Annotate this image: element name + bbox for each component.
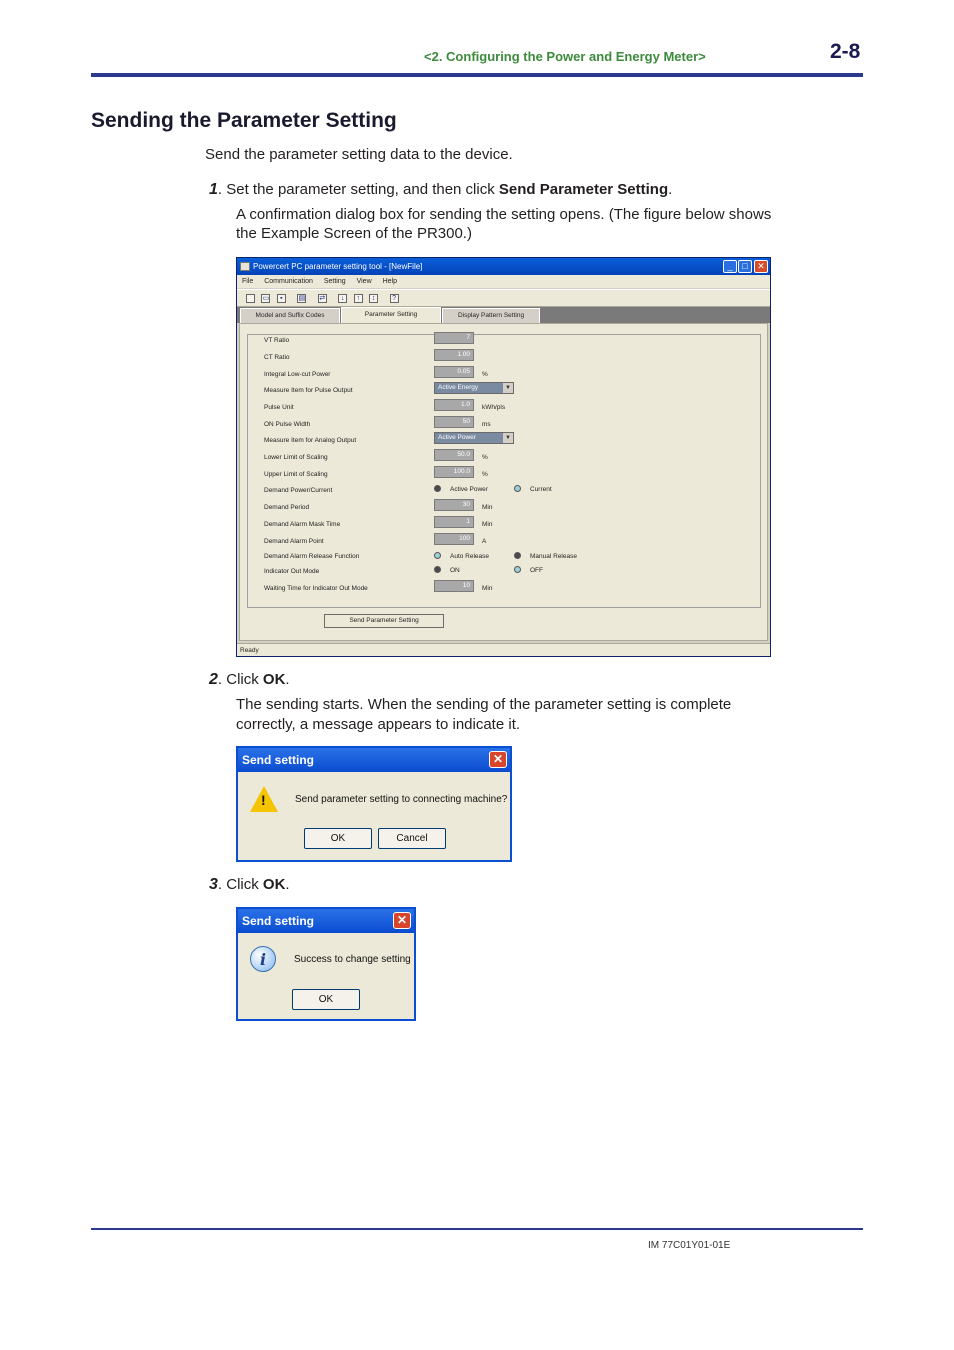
- param-label: Lower Limit of Scaling: [264, 454, 328, 461]
- param-label: Demand Power/Current: [264, 487, 333, 494]
- param-label: Integral Low-cut Power: [264, 371, 331, 378]
- radio-label: ON: [450, 567, 460, 574]
- dialog-title: Send setting: [238, 909, 414, 933]
- unit-label: Min: [482, 585, 493, 592]
- section-heading: Sending the Parameter Setting: [91, 109, 397, 132]
- warning-icon: !: [250, 786, 278, 812]
- unit-label: %: [482, 471, 488, 478]
- menu-view[interactable]: View: [356, 278, 372, 285]
- pulse-item-select[interactable]: Active Energy ▼: [434, 382, 514, 394]
- menu-communication[interactable]: Communication: [264, 278, 313, 285]
- vt-ratio-input[interactable]: 7: [434, 332, 474, 344]
- page-number: 2-8: [830, 40, 861, 63]
- step-number: 1: [209, 181, 218, 198]
- app-titlebar: [237, 258, 770, 275]
- param-label: Demand Alarm Release Function: [264, 553, 360, 560]
- pulse-unit-input[interactable]: 1.0: [434, 399, 474, 411]
- parameter-pane: [239, 323, 768, 641]
- lower-scale-input[interactable]: 50.0: [434, 449, 474, 461]
- unit-label: Min: [482, 504, 493, 511]
- lowcut-input[interactable]: 0.05: [434, 366, 474, 378]
- menu-file[interactable]: File: [242, 278, 254, 285]
- step-2-note-line-2: correctly, a message appears to indicate it.: [236, 716, 521, 733]
- dialog-message: Success to change setting: [294, 954, 411, 965]
- tab-strip: [237, 307, 770, 323]
- maximize-icon[interactable]: □: [738, 260, 752, 273]
- step-number: 2: [209, 671, 218, 688]
- tab-display-pattern[interactable]: Display Pattern Setting: [442, 308, 540, 323]
- analog-item-select[interactable]: Active Power ▼: [434, 432, 514, 444]
- step-1: 1. Set the parameter setting, and then click Send Parameter Setting.: [209, 181, 673, 198]
- step-2: 2. Click OK.: [209, 671, 290, 688]
- radio-label: Current: [530, 486, 552, 493]
- radio-label: Manual Release: [530, 553, 577, 560]
- radio-label: Active Power: [450, 486, 488, 493]
- save-icon[interactable]: ▪: [277, 294, 286, 303]
- param-label: Waiting Time for Indicator Out Mode: [264, 585, 368, 592]
- param-label: Measure Item for Analog Output: [264, 437, 357, 444]
- step-2-note-line-1: The sending starts. When the sending of the parameter setting is complete: [236, 696, 732, 713]
- unit-label: Min: [482, 521, 493, 528]
- radio-label: OFF: [530, 567, 543, 574]
- unit-label: %: [482, 454, 488, 461]
- demand-period-input[interactable]: 30: [434, 499, 474, 511]
- step-1-note-line-2: the Example Screen of the PR300.): [236, 225, 472, 242]
- chevron-down-icon[interactable]: ▼: [503, 383, 513, 393]
- minimize-icon[interactable]: _: [723, 260, 737, 273]
- close-icon[interactable]: ✕: [393, 912, 411, 929]
- param-label: Demand Period: [264, 504, 310, 511]
- write-icon[interactable]: ↑: [354, 294, 363, 303]
- radio-current[interactable]: [514, 485, 521, 492]
- close-icon[interactable]: ✕: [489, 751, 507, 768]
- open-folder-icon[interactable]: ▭: [262, 295, 270, 302]
- print-icon[interactable]: ▤: [298, 295, 306, 302]
- waiting-time-input[interactable]: 10: [434, 580, 474, 592]
- info-icon: i: [250, 946, 276, 972]
- close-icon[interactable]: ✕: [754, 260, 768, 273]
- step-1-note-line-1: A confirmation dialog box for sending the setting opens. (The figure below shows: [236, 206, 772, 223]
- param-label: Upper Limit of Scaling: [264, 471, 328, 478]
- on-pulse-input[interactable]: 50: [434, 416, 474, 428]
- header-rule: [91, 73, 863, 77]
- connect-icon[interactable]: ↕: [369, 294, 378, 303]
- read-icon[interactable]: ↓: [338, 294, 347, 303]
- step-number: 3: [209, 876, 218, 893]
- param-label: Demand Alarm Point: [264, 538, 324, 545]
- cancel-button[interactable]: Cancel: [378, 828, 446, 849]
- app-window: [236, 257, 771, 657]
- radio-label: Auto Release: [450, 553, 490, 560]
- status-bar: Ready: [237, 643, 770, 657]
- app-title: Powercert PC parameter setting tool - [NewFile]: [253, 262, 423, 271]
- new-file-icon[interactable]: [246, 294, 255, 303]
- footer-rule: [91, 1228, 863, 1230]
- param-label: Demand Alarm Mask Time: [264, 521, 341, 528]
- doc-id: IM 77C01Y01-01E: [648, 1240, 731, 1251]
- send-success-dialog: [236, 907, 416, 1021]
- radio-manual-release[interactable]: [514, 552, 521, 559]
- unit-label: %: [482, 371, 488, 378]
- param-label: VT Ratio: [264, 337, 290, 344]
- radio-on[interactable]: [434, 566, 441, 573]
- unit-label: A: [482, 538, 487, 545]
- unit-label: ms: [482, 421, 491, 428]
- param-label: ON Pulse Width: [264, 421, 311, 428]
- ok-button[interactable]: OK: [292, 989, 360, 1010]
- param-label: Measure Item for Pulse Output: [264, 387, 353, 394]
- step-3: 3. Click OK.: [209, 876, 290, 893]
- running-header: <2. Configuring the Power and Energy Meter>: [424, 49, 706, 64]
- chevron-down-icon[interactable]: ▼: [503, 433, 513, 443]
- param-label: Indicator Out Mode: [264, 568, 320, 575]
- dialog-title: Send setting: [238, 748, 510, 772]
- tab-model-suffix[interactable]: Model and Suffix Codes: [240, 308, 340, 323]
- param-label: Pulse Unit: [264, 404, 294, 411]
- tab-parameter-setting[interactable]: Parameter Setting: [341, 307, 441, 323]
- send-parameter-button[interactable]: Send Parameter Setting: [324, 614, 444, 628]
- menu-help[interactable]: Help: [382, 278, 397, 285]
- toolbar: [237, 289, 770, 307]
- send-confirm-dialog: [236, 746, 512, 862]
- intro-text: Send the parameter setting data to the device.: [205, 146, 513, 163]
- ct-ratio-input[interactable]: 1.00: [434, 349, 474, 361]
- radio-active-power[interactable]: [434, 485, 441, 492]
- ok-button[interactable]: OK: [304, 828, 372, 849]
- alarm-mask-input[interactable]: 1: [434, 516, 474, 528]
- help-icon[interactable]: ?: [390, 294, 399, 303]
- dialog-message: Send parameter setting to connecting machine?: [295, 794, 508, 805]
- radio-auto-release[interactable]: [434, 552, 441, 559]
- menu-bar: [237, 275, 770, 288]
- upper-scale-input[interactable]: 100.0: [434, 466, 474, 478]
- radio-off[interactable]: [514, 566, 521, 573]
- menu-setting[interactable]: Setting: [323, 278, 346, 285]
- alarm-point-input[interactable]: 100: [434, 533, 474, 545]
- app-icon: [240, 262, 250, 271]
- param-label: CT Ratio: [264, 354, 290, 361]
- transfer-icon[interactable]: ⇄: [319, 295, 326, 302]
- unit-label: kWh/pls: [482, 404, 506, 411]
